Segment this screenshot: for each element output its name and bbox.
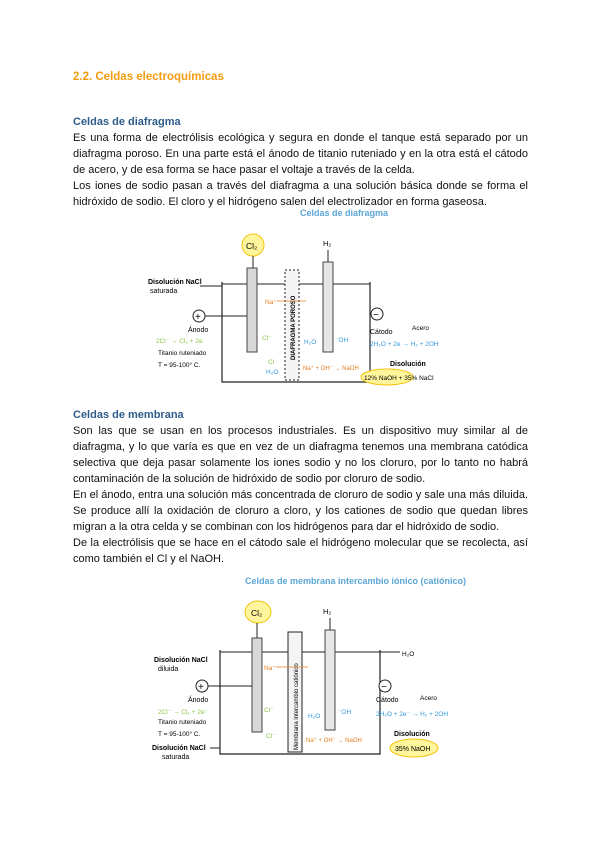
nacl-saturated-label: Disolución NaCl bbox=[152, 745, 206, 752]
membrane-heading: Celdas de membrana bbox=[73, 409, 184, 421]
paragraph: En el ánodo, entra una solución más concentrada de cloruro de sodio y sale una más diluida. Se produce allí la oxidación de cloruro a cloro, y los cationes de sodio que quedan libres migran a la otra celda y se combinan con los hidrógenos para dar el hidróxido de sodio. bbox=[73, 489, 528, 533]
h2o-left: H₂O bbox=[266, 369, 279, 376]
cathode-rod bbox=[323, 262, 333, 352]
paragraph: Son las que se usan en los procesos industriales. Es un dispositivo muy similar al de diafragma, y lo que varía es que en vez de un diafragma tenemos una membrana catódica selectiva que deja pasar solamente los iones sodio y no los cloruro, por lo tanto no habrá contaminación de la solución de hidróxido de sodio por cloruro de sodio. bbox=[73, 425, 528, 485]
titanium-label: Titanio ruteniado bbox=[158, 719, 207, 726]
anode-reaction: 2Cl⁻ → Cl₂ + 2e bbox=[156, 338, 203, 345]
paragraph: De la electrólisis que se hace en el cátodo sale el hidrógeno molecular que se recolecta, así como también el Cl y el NaOH. bbox=[73, 537, 528, 565]
nacl-saturated-sublabel: saturada bbox=[162, 754, 190, 761]
h2-label: H₂ bbox=[323, 239, 332, 248]
cl-ion: Cl⁻ bbox=[262, 335, 272, 342]
membrane-figure-title: Celdas de membrana intercambio iónico (catiónico) bbox=[245, 576, 467, 586]
membrane-label: Membrana intercambio catiónico bbox=[294, 663, 300, 750]
paragraph: Es una forma de electrólisis ecológica y segura en donde el tanque está separado por un diafragma poroso. En una parte está el ánodo de titanio ruteniado y en la otra está el cátodo de acero, y de esa forma se hace pasar el voltaje a través de la celda. bbox=[73, 132, 528, 176]
anode-reaction: 2Cl⁻ → Cl₂ + 2e⁻ bbox=[158, 709, 209, 716]
plus-sign: + bbox=[195, 312, 201, 323]
solution-label: Disolución bbox=[390, 361, 426, 368]
h2o-right: H₂O bbox=[304, 339, 317, 346]
oh-ion: ⁻OH bbox=[335, 337, 349, 344]
result-label: 12% NaOH + 35% NaCl bbox=[364, 375, 434, 382]
cl-ion-b: Cl⁻ bbox=[266, 733, 276, 740]
cathode-rod bbox=[325, 630, 335, 730]
naoh-reaction: Na⁺ + OH⁻ → NaOH bbox=[306, 738, 362, 744]
nacl-diluted-label: Disolución NaCl bbox=[154, 657, 208, 664]
naoh-reaction: Na⁺ + OH⁻ → NaOH bbox=[303, 366, 359, 372]
cathode-reaction: 2H₂O + 2e → H₂ + 2OH bbox=[370, 341, 439, 348]
nacl-sublabel: saturada bbox=[150, 288, 178, 295]
diaphragm-heading: Celdas de diafragma bbox=[73, 116, 181, 128]
cl2-label: Cl₂ bbox=[251, 608, 263, 618]
h2o-top: H₂O bbox=[402, 651, 415, 658]
cl2-label: Cl₂ bbox=[246, 241, 258, 251]
h2-label: H₂ bbox=[323, 607, 332, 616]
steel-label: Acero bbox=[420, 695, 437, 702]
cl-ion-b: Cl bbox=[268, 359, 275, 366]
anode-rod bbox=[247, 268, 257, 352]
minus-sign: − bbox=[381, 682, 387, 693]
na-ion: Na⁺ bbox=[264, 665, 276, 672]
temperature-label: T = 95-100° C. bbox=[158, 362, 201, 369]
cathode-reaction: 2H₂O + 2e⁻ → H₂ + 2OH bbox=[376, 711, 449, 718]
diaphragm-cell-diagram bbox=[140, 222, 470, 392]
paragraph: Los iones de sodio pasan a través del diafragma a una solución básica donde se forma el hidróxido de sodio. El cloro y el hidrógeno salen del electrolizador en forma gaseosa. bbox=[73, 180, 528, 208]
titanium-label: Titanio ruteniado bbox=[158, 350, 207, 357]
cathode-label: Cátodo bbox=[376, 697, 399, 704]
temperature-label: T = 95-100° C. bbox=[158, 731, 201, 738]
h2o-right: H₂O bbox=[308, 713, 321, 720]
steel-label: Acero bbox=[412, 325, 429, 332]
membrane-cell-diagram bbox=[140, 594, 470, 764]
minus-sign: − bbox=[373, 310, 379, 321]
oh-ion: ⁻OH bbox=[338, 709, 352, 716]
diaphragm-text bbox=[73, 130, 528, 210]
membrane-text bbox=[73, 423, 528, 567]
diaphragm-figure-title: Celdas de diafragma bbox=[300, 208, 389, 218]
plus-sign: + bbox=[198, 682, 204, 693]
result-label: 35% NaOH bbox=[395, 746, 431, 753]
nacl-label: Disolución NaCl bbox=[148, 279, 202, 286]
diaphragm-label: DIAFRAGMA POROSO bbox=[291, 295, 297, 360]
anode-label: Ánodo bbox=[188, 697, 209, 704]
section-title: 2.2. Celdas electroquímicas bbox=[73, 71, 224, 83]
anode-label: Ánodo bbox=[188, 327, 209, 334]
anode-rod bbox=[252, 638, 262, 732]
cathode-label: Cátodo bbox=[370, 329, 393, 336]
nacl-diluted-sublabel: diluida bbox=[158, 666, 179, 673]
na-ion: Na⁺ bbox=[265, 299, 277, 306]
solution-label: Disolución bbox=[394, 731, 430, 738]
cl-ion: Cl⁻ bbox=[264, 707, 274, 714]
